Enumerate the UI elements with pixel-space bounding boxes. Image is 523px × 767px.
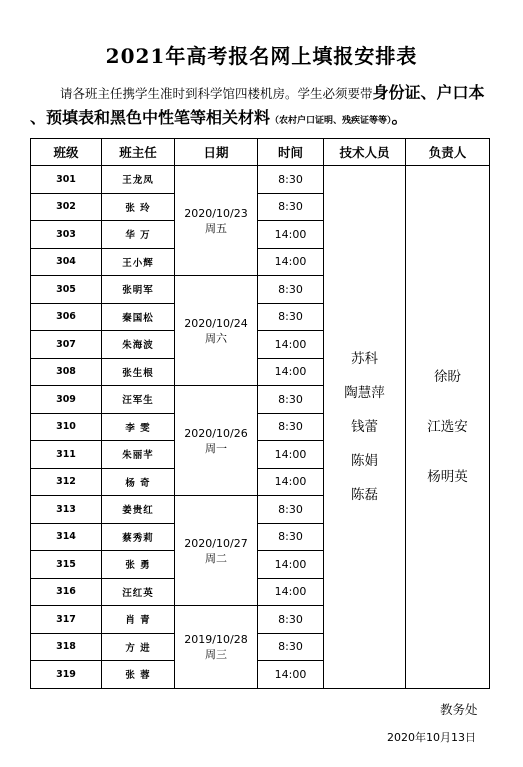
- weekday-text: 周二: [205, 551, 227, 565]
- teacher-cell: 张生根: [102, 358, 175, 386]
- header-tech-staff: 技术人员: [324, 139, 406, 166]
- page-title: 2021年高考报名网上填报安排表: [105, 44, 418, 68]
- class-cell: 305: [31, 276, 102, 304]
- header-time: 时间: [258, 139, 324, 166]
- time-cell: 14:00: [258, 248, 324, 276]
- time-cell: 8:30: [258, 523, 324, 551]
- class-cell: 307: [31, 331, 102, 359]
- class-cell: 304: [31, 248, 102, 276]
- time-cell: 14:00: [258, 441, 324, 469]
- header-date: 日期: [175, 139, 258, 166]
- class-cell: 316: [31, 578, 102, 606]
- time-cell: 8:30: [258, 633, 324, 661]
- class-cell: 313: [31, 496, 102, 524]
- table-row: [31, 166, 490, 194]
- time-cell: 14:00: [258, 468, 324, 496]
- teacher-cell: 张 玲: [102, 193, 175, 221]
- time-cell: 14:00: [258, 221, 324, 249]
- tech-staff-name: 陈娟: [351, 452, 378, 469]
- weekday-text: 周三: [205, 647, 227, 661]
- date-cell: [175, 496, 258, 606]
- weekday-text: 周一: [205, 441, 227, 455]
- teacher-cell: 杨 奇: [102, 468, 175, 496]
- class-cell: 308: [31, 358, 102, 386]
- teacher-cell: 方 进: [102, 633, 175, 661]
- teacher-cell: 朱海波: [102, 331, 175, 359]
- date-text: 2020/10/26: [184, 426, 248, 440]
- time-cell: 14:00: [258, 661, 324, 689]
- time-cell: 8:30: [258, 193, 324, 221]
- date-cell: [175, 386, 258, 496]
- teacher-cell: 王小辉: [102, 248, 175, 276]
- date-cell: [175, 606, 258, 689]
- class-cell: 302: [31, 193, 102, 221]
- tech-staff-name: 陶慧萍: [344, 384, 385, 401]
- time-cell: 8:30: [258, 496, 324, 524]
- teacher-cell: 张 蓉: [102, 661, 175, 689]
- notice-line2-bold: 、预填表和黑色中性笔等相关材料: [30, 108, 271, 127]
- time-cell: 8:30: [258, 386, 324, 414]
- teacher-cell: 张 勇: [102, 551, 175, 579]
- time-cell: 8:30: [258, 166, 324, 194]
- leader-name: 杨明英: [427, 468, 468, 485]
- notice-line1-normal: 请各班主任携学生准时到科学馆四楼机房。学生必须要带: [60, 86, 373, 101]
- time-cell: 8:30: [258, 276, 324, 304]
- time-cell: 8:30: [258, 303, 324, 331]
- table-header-row: [31, 139, 490, 166]
- teacher-cell: 蔡秀莉: [102, 523, 175, 551]
- date-cell: [175, 166, 258, 276]
- notice-text: [30, 81, 500, 133]
- class-cell: 318: [31, 633, 102, 661]
- schedule-table: [30, 138, 490, 689]
- header-leader: 负责人: [406, 139, 490, 166]
- teacher-cell: 汪军生: [102, 386, 175, 414]
- header-teacher: 班主任: [102, 139, 175, 166]
- teacher-cell: 王龙凤: [102, 166, 175, 194]
- notice-line1-bold: 身份证、户口本: [372, 83, 485, 102]
- class-cell: 306: [31, 303, 102, 331]
- header-class: 班级: [31, 139, 102, 166]
- teacher-cell: 李 雯: [102, 413, 175, 441]
- class-cell: 310: [31, 413, 102, 441]
- time-cell: 8:30: [258, 606, 324, 634]
- date-text: 2019/10/28: [184, 632, 248, 646]
- teacher-cell: 汪红英: [102, 578, 175, 606]
- leader-name: 徐盼: [434, 368, 461, 385]
- notice-line2-end: 。: [391, 108, 408, 127]
- weekday-text: 周六: [205, 331, 227, 345]
- footer-department: 教务处: [440, 702, 478, 717]
- teacher-cell: 华 万: [102, 221, 175, 249]
- date-text: 2020/10/23: [184, 206, 248, 220]
- class-cell: 319: [31, 661, 102, 689]
- time-cell: 14:00: [258, 578, 324, 606]
- class-cell: 311: [31, 441, 102, 469]
- footer-date: 2020年10月13日: [387, 731, 476, 744]
- time-cell: 14:00: [258, 551, 324, 579]
- teacher-cell: 张明军: [102, 276, 175, 304]
- teacher-cell: 秦国松: [102, 303, 175, 331]
- class-cell: 315: [31, 551, 102, 579]
- tech-staff-cell: [324, 166, 406, 689]
- class-cell: 317: [31, 606, 102, 634]
- tech-staff-name: 陈磊: [351, 486, 378, 503]
- teacher-cell: 朱丽芊: [102, 441, 175, 469]
- date-text: 2020/10/24: [184, 316, 248, 330]
- teacher-cell: 肖 青: [102, 606, 175, 634]
- tech-staff-name: 苏科: [351, 350, 378, 367]
- notice-line2-small: （农村户口证明、残疾证等等）: [270, 116, 392, 126]
- leader-cell: [406, 166, 490, 689]
- time-cell: 14:00: [258, 358, 324, 386]
- date-text: 2020/10/27: [184, 536, 248, 550]
- class-cell: 301: [31, 166, 102, 194]
- teacher-cell: 姜贵红: [102, 496, 175, 524]
- class-cell: 303: [31, 221, 102, 249]
- tech-staff-name: 钱蕾: [351, 418, 378, 435]
- time-cell: 14:00: [258, 331, 324, 359]
- class-cell: 312: [31, 468, 102, 496]
- class-cell: 314: [31, 523, 102, 551]
- weekday-text: 周五: [205, 221, 227, 235]
- date-cell: [175, 276, 258, 386]
- time-cell: 8:30: [258, 413, 324, 441]
- leader-name: 江选安: [427, 418, 468, 435]
- class-cell: 309: [31, 386, 102, 414]
